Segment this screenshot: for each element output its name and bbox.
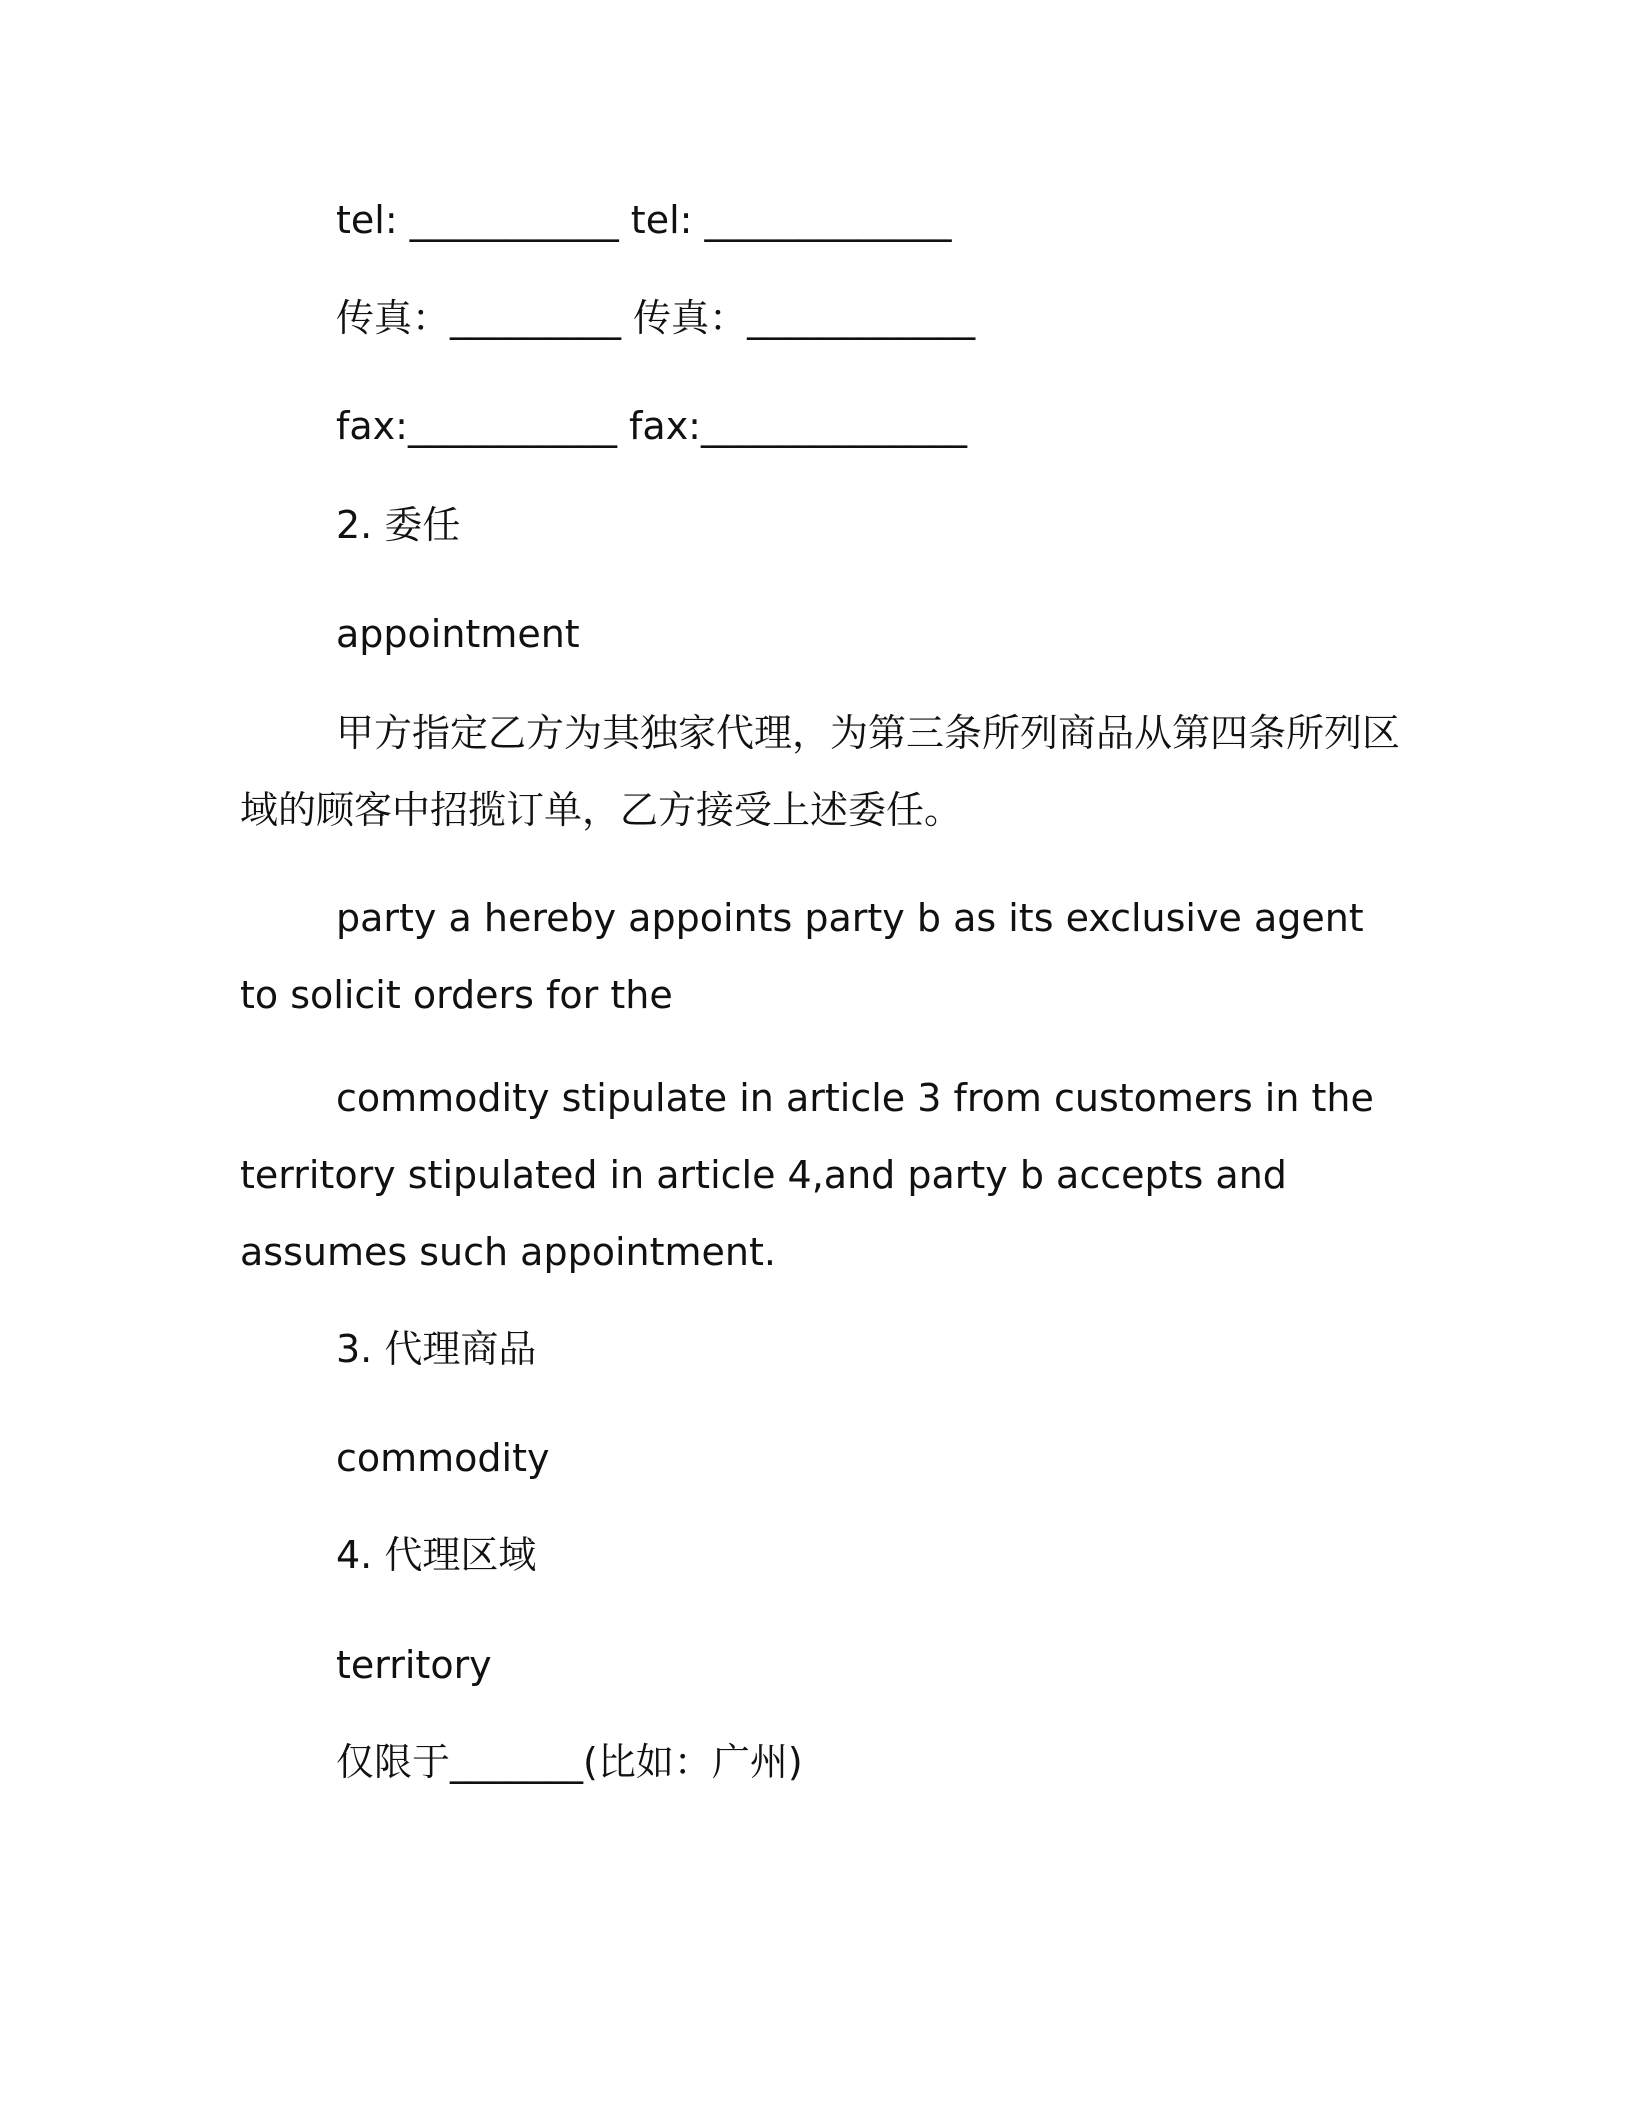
section-4-heading: 4. 代理区域 — [336, 1533, 537, 1577]
fax-line: fax:___________ fax:______________ — [336, 404, 967, 448]
section-2-body-cn: 甲方指定乙方为其独家代理，为第三条所列商品从第四条所列区域的顾客中招揽订单，乙方接受上述委任。 — [240, 711, 1401, 832]
section-2-body-en-1: party a hereby appoints party b as its exclusive agent to solicit orders for the — [240, 896, 1364, 1017]
section-2-body-en-2: commodity stipulate in article 3 from customers in the territory stipulated in article 4,and party b accepts and assumes such appointment. — [240, 1076, 1374, 1274]
fax-cn-line: 传真：_________ 传真：____________ — [336, 296, 976, 340]
tel-line: tel: ___________ tel: _____________ — [336, 198, 952, 242]
section-3-heading-en: commodity — [336, 1436, 550, 1480]
section-2-heading: 2. 委任 — [336, 503, 461, 547]
section-3-heading: 3. 代理商品 — [336, 1327, 537, 1371]
section-4-heading-en: territory — [336, 1643, 492, 1687]
territory-limit-line: 仅限于_______(比如：广州) — [336, 1740, 803, 1784]
section-2-heading-en: appointment — [336, 612, 580, 656]
